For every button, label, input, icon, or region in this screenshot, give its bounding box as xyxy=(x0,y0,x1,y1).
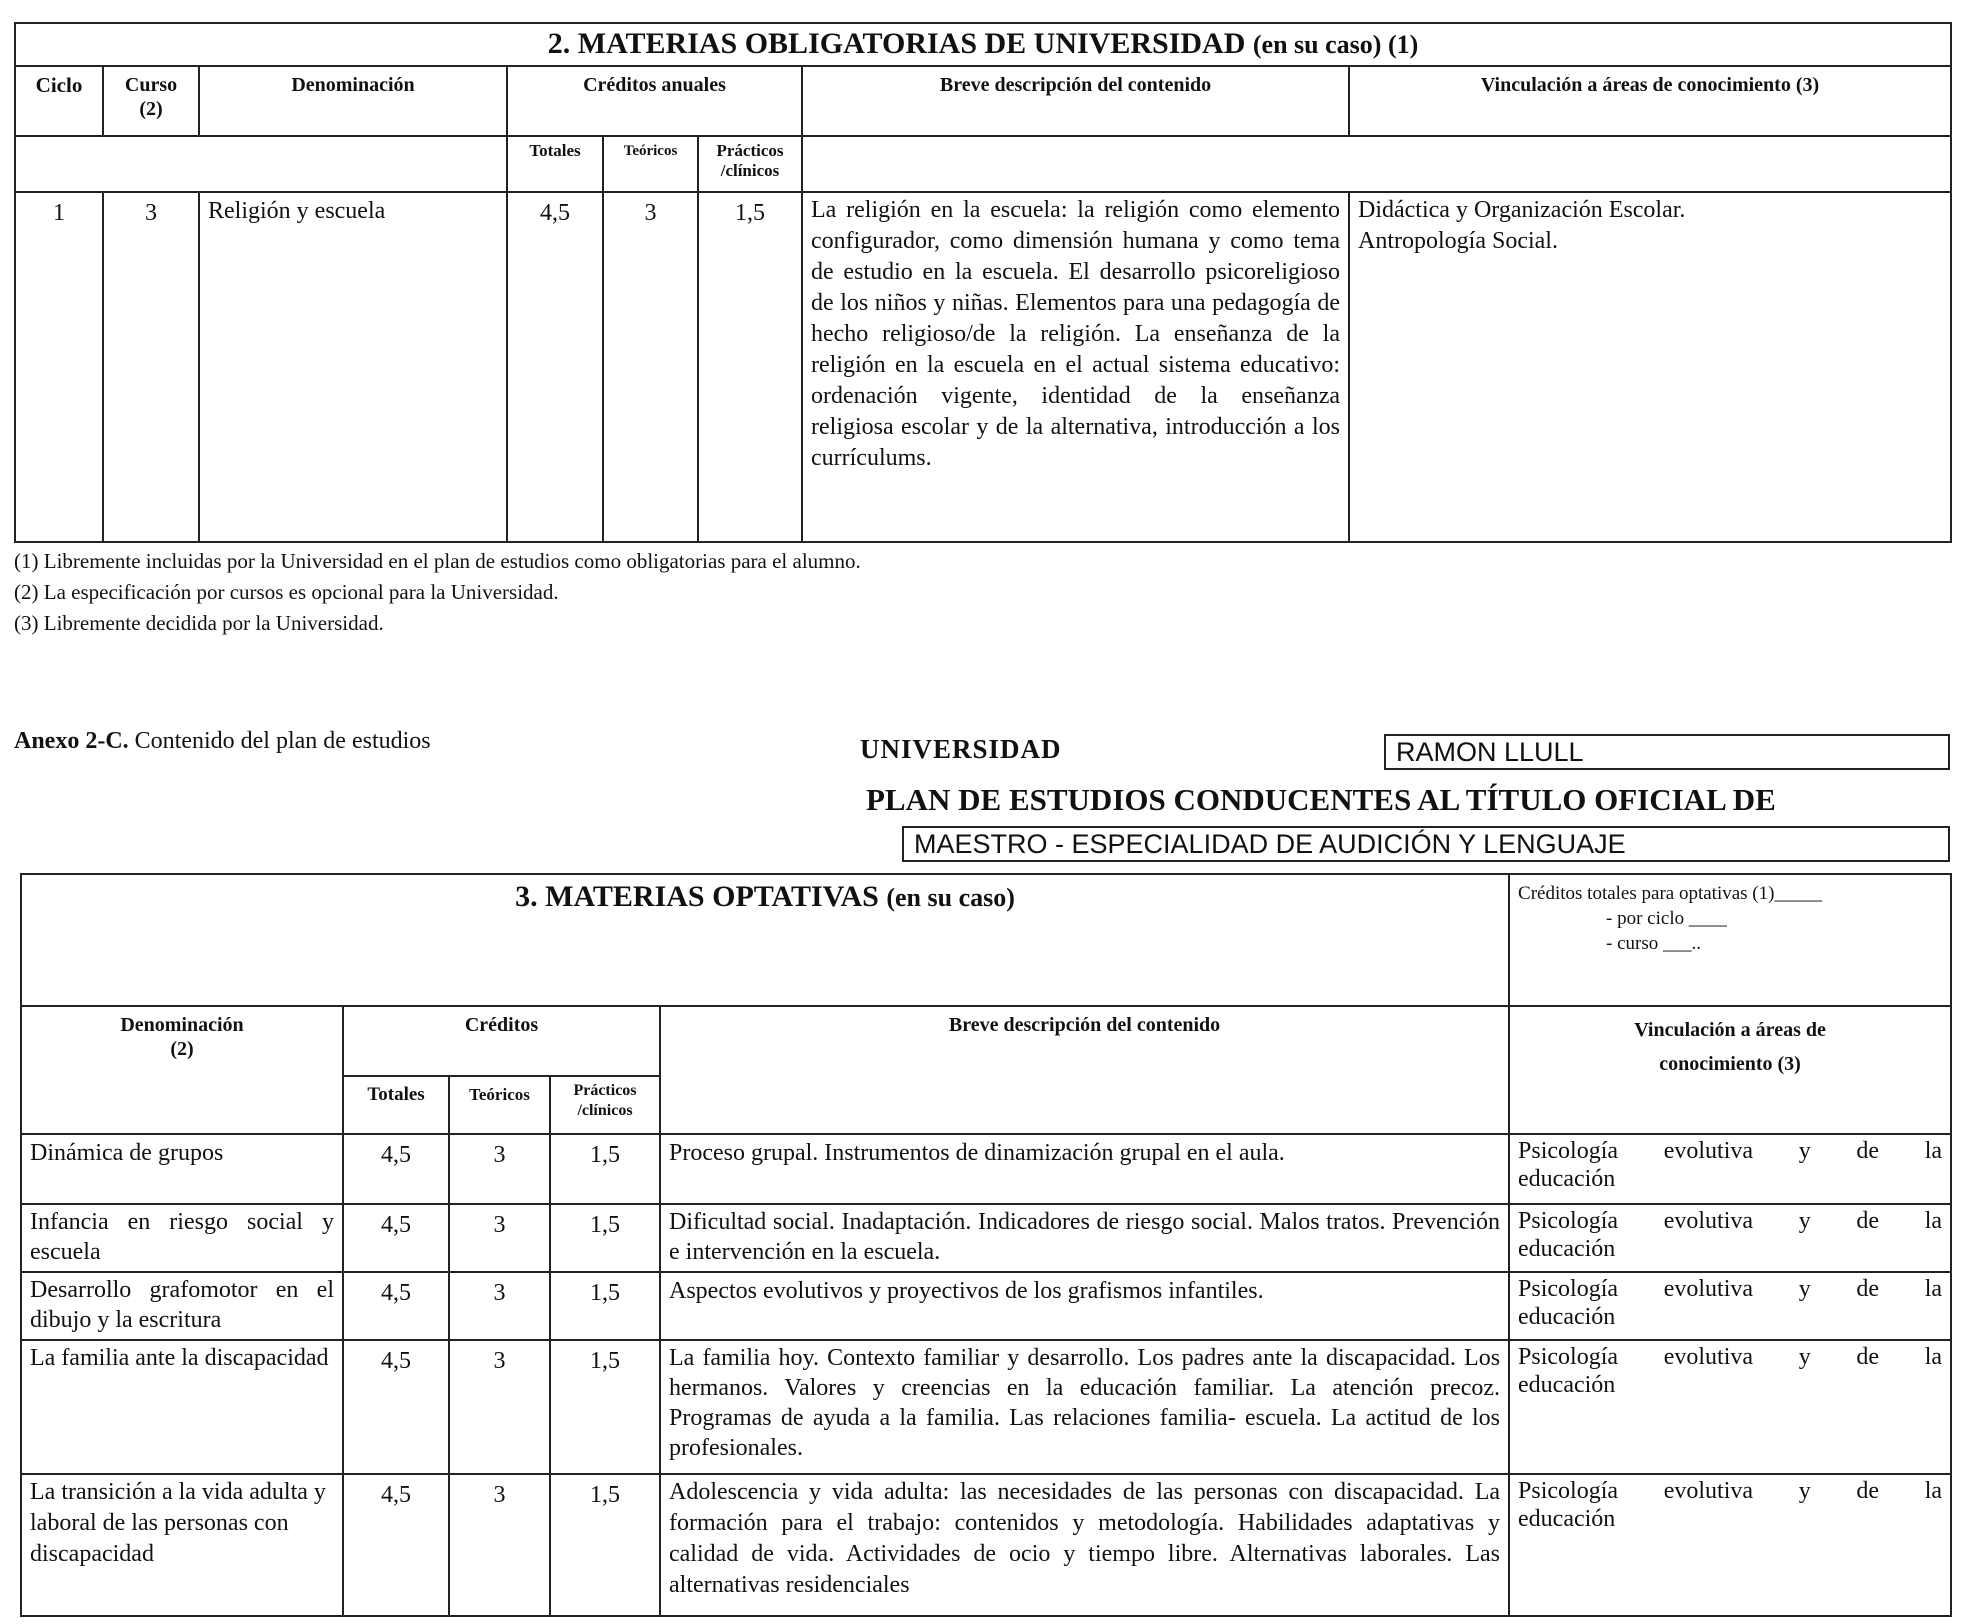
universidad-value-box: RAMON LLULL xyxy=(1384,734,1950,770)
header-totales: Totales xyxy=(507,136,603,192)
opt-header-vinculacion-1: Vinculación a áreas de xyxy=(1634,1019,1826,1041)
opt-row-vinculacion xyxy=(1509,1204,1951,1272)
opt-row-teoricos: 3 xyxy=(449,1474,550,1616)
opt-row-practicos: 1,5 xyxy=(550,1272,660,1340)
header-blank-left xyxy=(15,136,507,192)
opt-row-vinculacion-2: educación xyxy=(1518,1236,1616,1262)
creditos-totales-line2: - por ciclo ____ xyxy=(1606,908,1727,929)
creditos-totales-line1: Créditos totales para optativas (1)_____ xyxy=(1518,883,1822,904)
opt-row-descripcion: La familia hoy. Contexto familiar y desarrollo. Los padres ante la discapacidad. Los hermanos. Valores y creencias en la educación familiar. La atención precoz. Programas de ayuda a la familia. Las relaciones familia- escuela. La actitud de los profesionales. xyxy=(660,1340,1509,1474)
header-practicos-1: Prácticos xyxy=(716,141,784,160)
opt-row-denominacion: La transición a la vida adulta y laboral de las personas con discapacidad xyxy=(21,1474,343,1616)
opt-row-vinculacion xyxy=(1509,1474,1951,1616)
row-ciclo: 1 xyxy=(15,192,103,542)
obligatorias-title-paren: (en su caso) (1) xyxy=(1252,30,1419,59)
footnote-2: (2) La especificación por cursos es opcional para la Universidad. xyxy=(14,580,559,604)
opt-row-totales: 4,5 xyxy=(343,1474,449,1616)
plan-label: PLAN DE ESTUDIOS CONDUCENTES AL TÍTULO OFICIAL DE xyxy=(866,782,1776,817)
opt-header-descripcion: Breve descripción del contenido xyxy=(660,1006,1509,1134)
opt-row-practicos: 1,5 xyxy=(550,1134,660,1204)
opt-header-practicos-1: Prácticos xyxy=(573,1082,637,1099)
opt-row-practicos: 1,5 xyxy=(550,1340,660,1474)
opt-row-totales: 4,5 xyxy=(343,1204,449,1272)
opt-row-vinculacion xyxy=(1509,1272,1951,1340)
opt-row-descripcion: Adolescencia y vida adulta: las necesidades de las personas con discapacidad. La formación para el trabajo: contenidos y metodología. Habilidades adaptativas y calidad de vida. Actividades de ocio y tiempo libre. Alternativas laborales. Las alternativas residenciales xyxy=(660,1474,1509,1616)
opt-row-teoricos: 3 xyxy=(449,1272,550,1340)
table-row xyxy=(21,1474,1951,1616)
header-teoricos: Teóricos xyxy=(603,136,698,192)
table-row xyxy=(15,192,1951,542)
footnote-1: (1) Libremente incluidas por la Universidad en el plan de estudios como obligatorias para el alumno. xyxy=(14,549,861,573)
table-row xyxy=(21,1340,1951,1474)
opt-row-vinculacion-2: educación xyxy=(1518,1506,1616,1532)
opt-row-descripcion: Dificultad social. Inadaptación. Indicadores de riesgo social. Malos tratos. Prevención e intervención en la escuela. xyxy=(660,1204,1509,1272)
opt-row-vinculacion-1: Psicología evolutiva y de la xyxy=(1518,1208,1943,1234)
opt-row-descripcion: Aspectos evolutivos y proyectivos de los grafismos infantiles. xyxy=(660,1272,1509,1340)
opt-row-totales: 4,5 xyxy=(343,1272,449,1340)
titulo-value-box: MAESTRO - ESPECIALIDAD DE AUDICIÓN Y LENGUAJE xyxy=(902,826,1950,862)
header-vinculacion: Vinculación a áreas de conocimiento (3) xyxy=(1349,66,1951,136)
opt-row-denominacion: Infancia en riesgo social y escuela xyxy=(21,1204,343,1272)
opt-row-teoricos: 3 xyxy=(449,1134,550,1204)
opt-row-vinculacion-1: Psicología evolutiva y de la xyxy=(1518,1478,1943,1504)
opt-row-vinculacion xyxy=(1509,1340,1951,1474)
opt-header-creditos: Créditos xyxy=(343,1006,660,1076)
row-teoricos: 3 xyxy=(603,192,698,542)
opt-row-totales: 4,5 xyxy=(343,1134,449,1204)
opt-header-teoricos: Teóricos xyxy=(449,1076,550,1134)
row-totales: 4,5 xyxy=(507,192,603,542)
opt-row-teoricos: 3 xyxy=(449,1204,550,1272)
row-vinculacion-2: Antropología Social. xyxy=(1358,228,1558,254)
table-row xyxy=(21,1134,1951,1204)
opt-row-vinculacion-2: educación xyxy=(1518,1166,1616,1192)
opt-row-denominacion: Dinámica de grupos xyxy=(21,1134,343,1204)
table-row xyxy=(21,1204,1951,1272)
header-creditos-anuales: Créditos anuales xyxy=(507,66,802,136)
row-denominacion: Religión y escuela xyxy=(199,192,507,542)
opt-row-practicos: 1,5 xyxy=(550,1204,660,1272)
optativas-title xyxy=(21,874,1509,1006)
opt-row-practicos: 1,5 xyxy=(550,1474,660,1616)
universidad-label: UNIVERSIDAD xyxy=(860,734,1062,764)
opt-row-denominacion: Desarrollo grafomotor en el dibujo y la escritura xyxy=(21,1272,343,1340)
footnote-3: (3) Libremente decidida por la Universidad. xyxy=(14,611,384,635)
opt-header-denominacion xyxy=(21,1006,343,1134)
header-curso-note: (2) xyxy=(139,98,163,120)
header-denominacion: Denominación xyxy=(199,66,507,136)
optativas-table xyxy=(20,873,1952,1617)
header-descripcion: Breve descripción del contenido xyxy=(802,66,1349,136)
opt-header-practicos-2: /clínicos xyxy=(577,1102,633,1119)
header-curso-label: Curso xyxy=(124,74,178,96)
table-row xyxy=(21,1272,1951,1340)
row-vinculacion xyxy=(1349,192,1951,542)
opt-header-vinculacion xyxy=(1509,1006,1951,1134)
creditos-totales-optativas xyxy=(1509,874,1951,1006)
opt-header-denominacion-label: Denominación xyxy=(120,1014,244,1036)
optativas-title-main: 3. MATERIAS OPTATIVAS xyxy=(515,880,879,913)
header-blank-right xyxy=(802,136,1951,192)
opt-row-vinculacion xyxy=(1509,1134,1951,1204)
opt-row-denominacion: La familia ante la discapacidad xyxy=(21,1340,343,1474)
header-ciclo: Ciclo xyxy=(15,66,103,136)
header-curso xyxy=(103,66,199,136)
opt-row-vinculacion-1: Psicología evolutiva y de la xyxy=(1518,1138,1943,1164)
footnotes xyxy=(14,546,861,639)
anexo-text: Contenido del plan de estudios xyxy=(128,728,431,754)
obligatorias-title-main: 2. MATERIAS OBLIGATORIAS DE UNIVERSIDAD xyxy=(547,27,1246,60)
row-practicos: 1,5 xyxy=(698,192,802,542)
opt-row-totales: 4,5 xyxy=(343,1340,449,1474)
opt-row-vinculacion-2: educación xyxy=(1518,1304,1616,1330)
row-vinculacion-1: Didáctica y Organización Escolar. xyxy=(1358,197,1686,223)
opt-row-vinculacion-1: Psicología evolutiva y de la xyxy=(1518,1344,1943,1370)
opt-row-vinculacion-1: Psicología evolutiva y de la xyxy=(1518,1276,1943,1302)
opt-header-totales: Totales xyxy=(343,1076,449,1134)
opt-header-vinculacion-2: conocimiento (3) xyxy=(1659,1053,1801,1075)
opt-header-practicos xyxy=(550,1076,660,1134)
anexo-heading xyxy=(14,728,431,755)
header-practicos xyxy=(698,136,802,192)
creditos-totales-line3: - curso ___.. xyxy=(1606,933,1702,954)
header-practicos-2: /clínicos xyxy=(720,161,780,180)
row-curso: 3 xyxy=(103,192,199,542)
opt-row-teoricos: 3 xyxy=(449,1340,550,1474)
obligatorias-title xyxy=(15,23,1951,66)
opt-row-descripcion: Proceso grupal. Instrumentos de dinamización grupal en el aula. xyxy=(660,1134,1509,1204)
anexo-label: Anexo 2-C. xyxy=(14,728,129,754)
obligatorias-table xyxy=(14,22,1952,543)
opt-header-denominacion-note: (2) xyxy=(170,1038,194,1060)
row-descripcion: La religión en la escuela: la religión como elemento configurador, como dimensión humana y como tema de estudio en la escuela. El desarrollo psicoreligioso de los niños y niñas. Elementos para una pedagogía de hecho religioso/de la religión. La enseñanza de la religión en la escuela en el actual sistema educativo: ordenación vigente, identidad de la enseñanza religiosa escolar y de la alternativa, introducción a los currículums. xyxy=(802,192,1349,542)
optativas-title-paren: (en su caso) xyxy=(886,883,1015,912)
opt-row-vinculacion-2: educación xyxy=(1518,1372,1616,1398)
